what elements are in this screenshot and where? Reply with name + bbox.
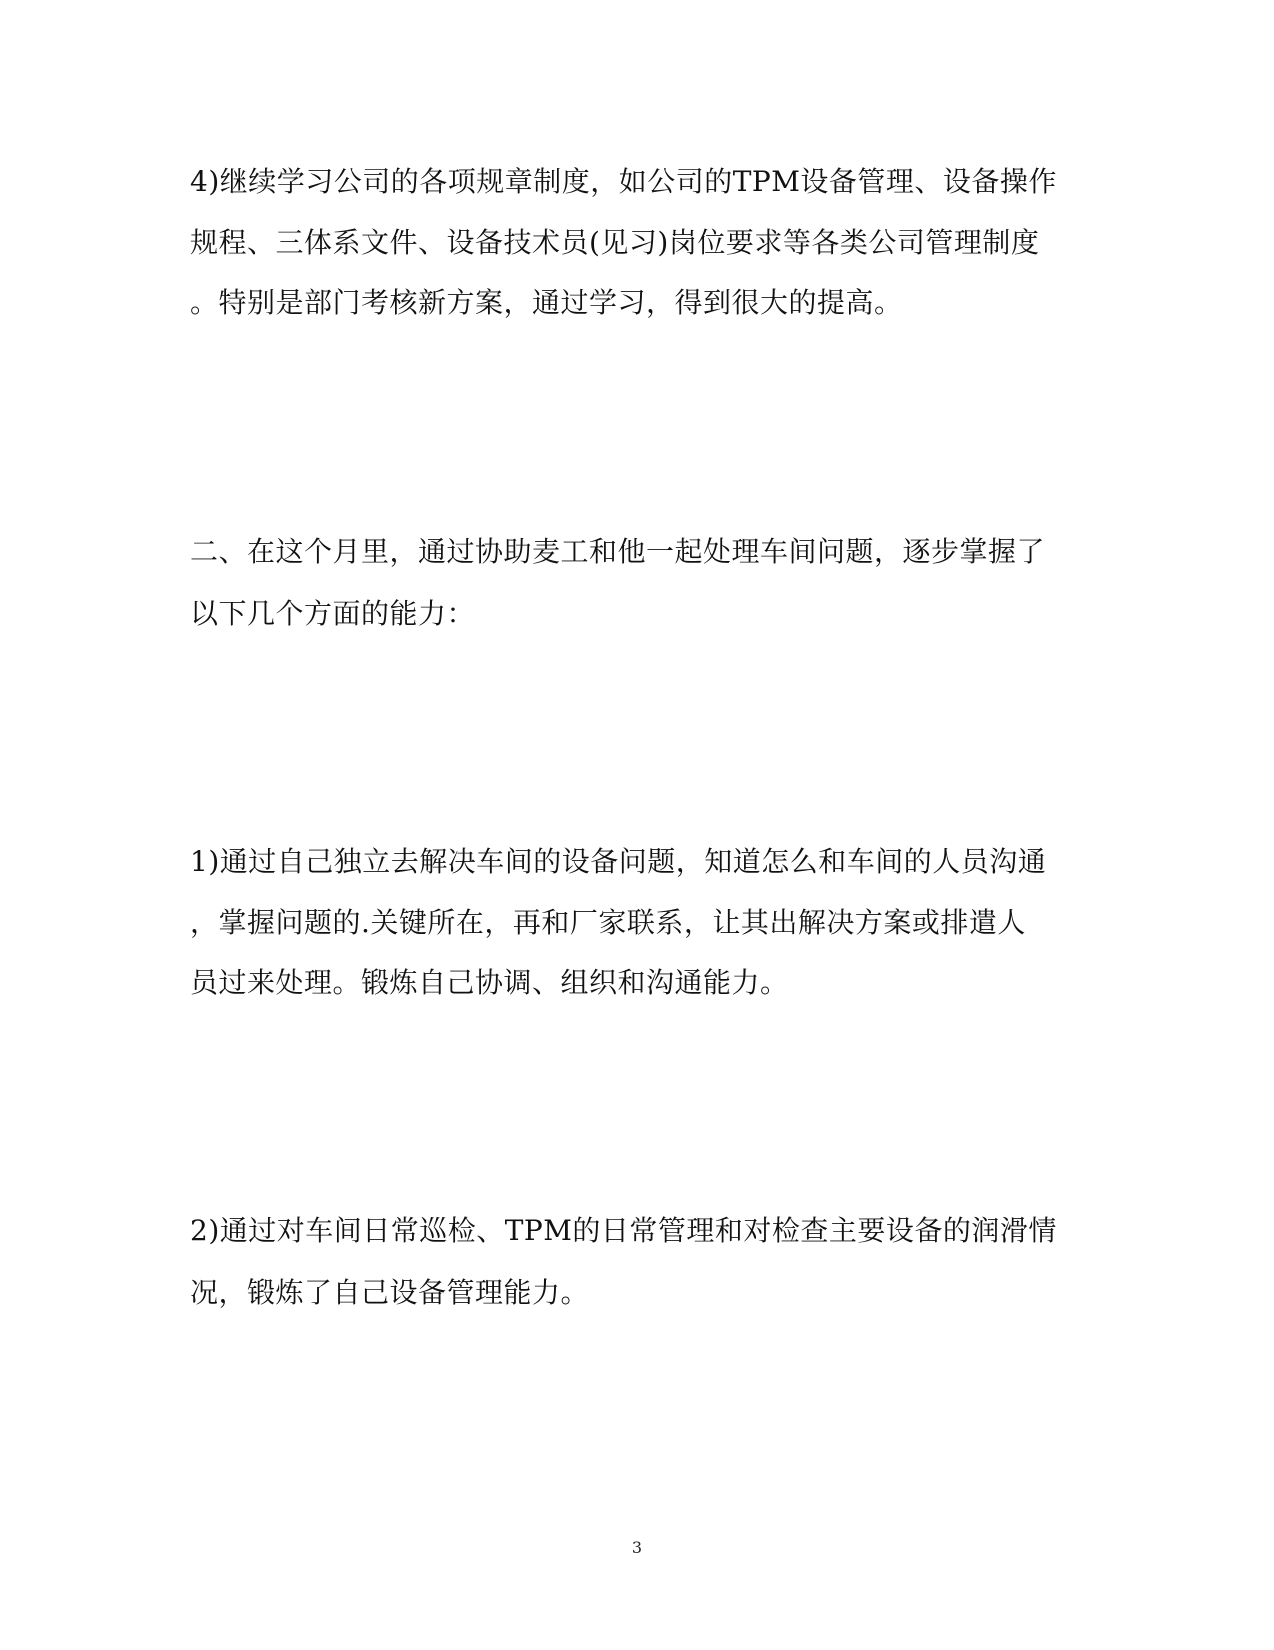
paragraph-line: 。特别是部门考核新方案，通过学习，得到很大的提高。 [190, 286, 903, 319]
paragraph-line: ，掌握问题的.关键所在，再和厂家联系，让其出解决方案或排遣人 [190, 906, 1026, 939]
paragraph-line: 二、在这个月里，通过协助麦工和他一起处理车间问题，逐步掌握了 [190, 535, 1046, 568]
paragraph-line: 4)继续学习公司的各项规章制度，如公司的TPM设备管理、设备操作 [190, 165, 1057, 198]
paragraph-line: 1)通过自己独立去解决车间的设备问题，知道怎么和车间的人员沟通 [190, 845, 1047, 878]
paragraph-line: 2)通过对车间日常巡检、TPM的日常管理和对检查主要设备的润滑情 [190, 1214, 1057, 1247]
paragraph-line: 员过来处理。锻炼自己协调、组织和沟通能力。 [190, 966, 789, 999]
paragraph-line: 规程、三体系文件、设备技术员(见习)岗位要求等各类公司管理制度 [190, 226, 1040, 259]
paragraph-line: 以下几个方面的能力： [190, 597, 476, 630]
paragraph-line: 况，锻炼了自己设备管理能力。 [190, 1276, 590, 1309]
page-number: 3 [631, 1538, 643, 1557]
